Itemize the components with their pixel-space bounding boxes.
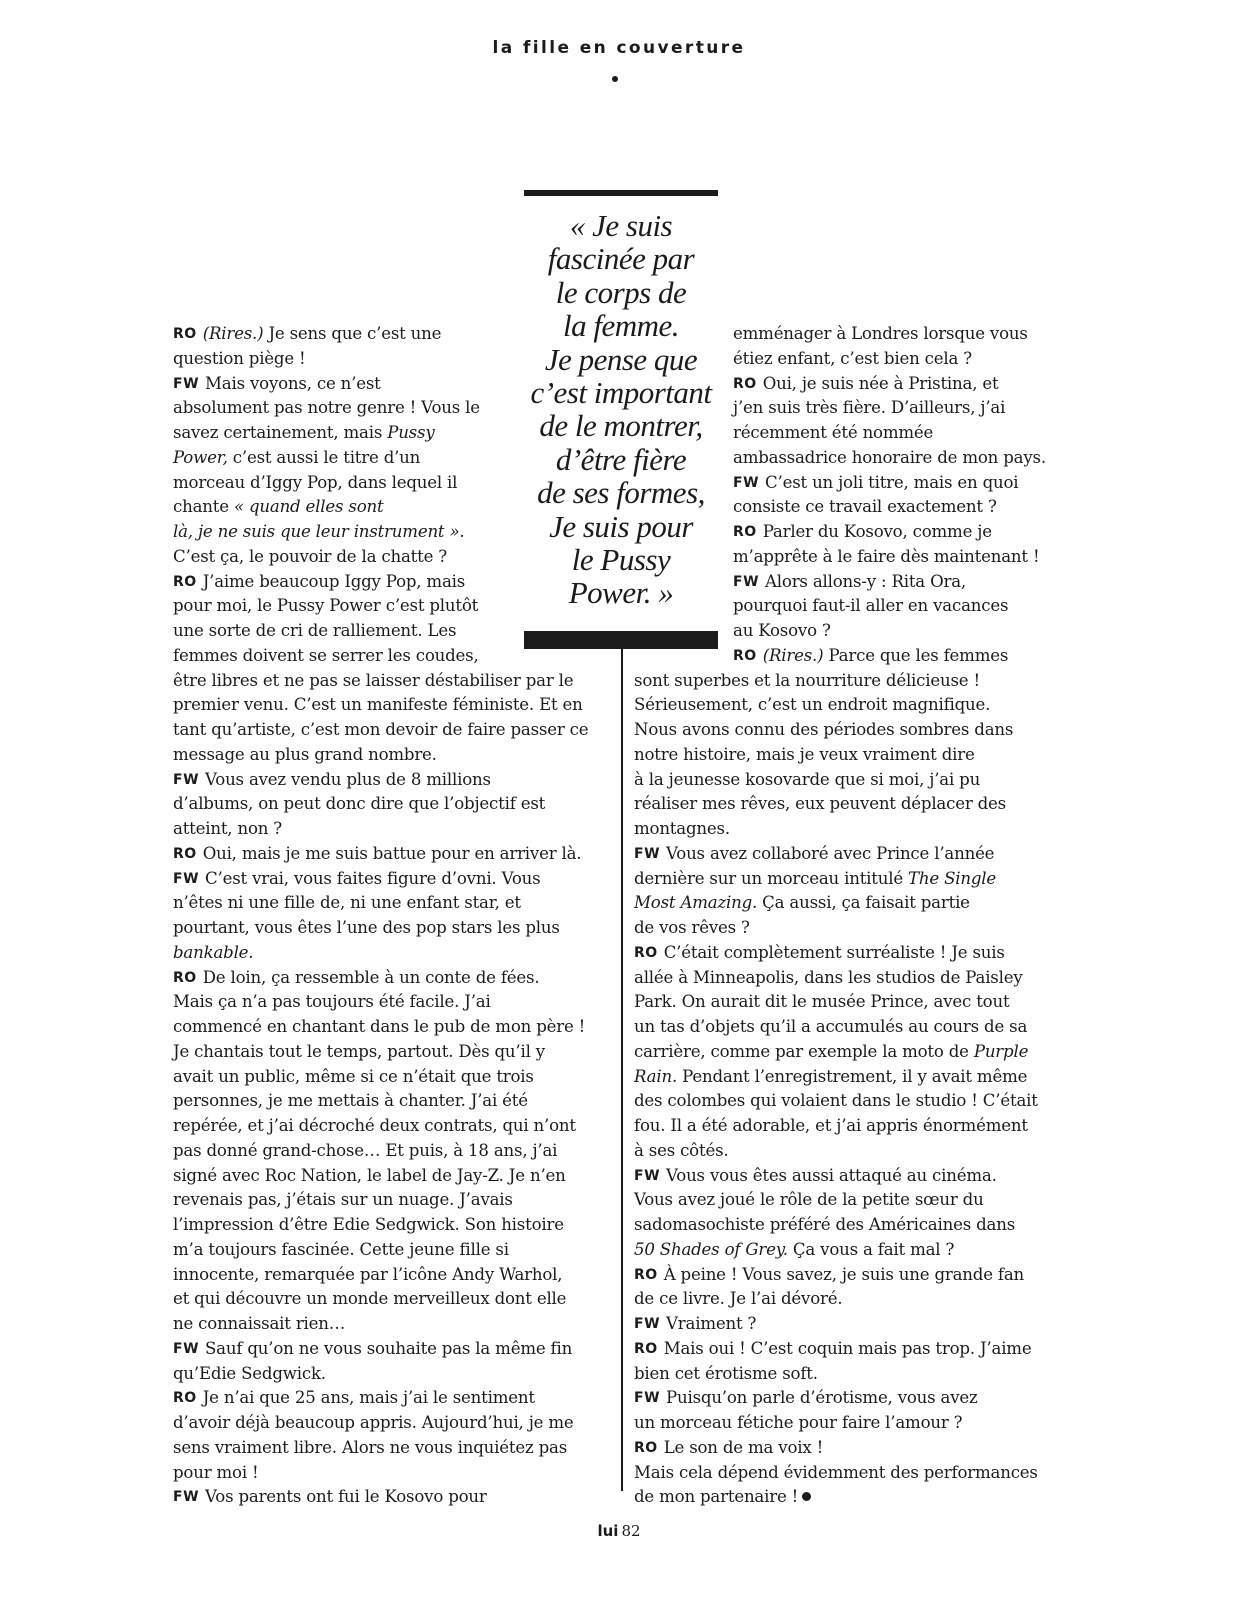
text-run: morceau d’Iggy Pop, dans lequel il <box>173 472 458 492</box>
article-line <box>173 1312 588 1337</box>
text-run: pourquoi faut-il aller en vacances <box>733 596 1009 616</box>
text-run: C’est un joli titre, mais en quoi <box>765 472 1019 492</box>
text-run: Je chantais tout le temps, partout. Dès qu’il y <box>173 1041 545 1061</box>
text-run: Ça aussi, ça faisait partie <box>757 893 970 913</box>
speaker-tag-fw: FW <box>173 870 200 887</box>
text-run: bankable. <box>173 942 254 962</box>
article-line <box>634 1485 1046 1510</box>
article-line <box>173 768 588 793</box>
article-line <box>173 471 588 496</box>
text-run: dernière sur un morceau intitulé <box>634 868 909 888</box>
text-run: consiste ce travail exactement ? <box>733 497 997 517</box>
text-run: Mais cela dépend évidemment des performances <box>634 1462 1038 1482</box>
article-line <box>173 867 588 892</box>
article-line <box>173 347 588 372</box>
article-line <box>173 669 588 694</box>
pull-quote-line: de ses formes, <box>537 475 705 511</box>
article-line <box>173 916 588 941</box>
article-line <box>634 1263 1046 1288</box>
article-line <box>173 396 588 421</box>
speaker-tag-fw: FW <box>173 375 200 392</box>
text-run: C’était complètement surréaliste ! Je suis <box>663 942 1005 962</box>
article-line <box>733 594 1046 619</box>
article-line <box>733 570 1046 595</box>
header-dot <box>612 76 618 82</box>
text-run: Park. On aurait dit le musée Prince, avec tout <box>634 992 1010 1012</box>
article-line <box>634 1411 1046 1436</box>
text-run: tant qu’artiste, c’est mon devoir de faire passer ce <box>173 720 589 739</box>
speaker-tag-ro: RO <box>634 944 658 961</box>
text-run: atteint, non ? <box>173 819 282 838</box>
speaker-tag-ro: RO <box>634 1439 658 1456</box>
speaker-tag-fw: FW <box>733 573 760 590</box>
article-line <box>173 1114 588 1139</box>
article-line <box>634 842 1046 867</box>
article-line <box>173 1461 588 1486</box>
text-run: bien cet érotisme soft. <box>634 1363 818 1383</box>
text-run: un tas d’objets qu’il a accumulés au cours de sa <box>634 1017 1028 1036</box>
article-line <box>173 891 588 916</box>
text-run: emménager à Londres lorsque vous <box>733 324 1028 343</box>
text-run: Le son de ma voix ! <box>663 1437 824 1457</box>
text-run: au Kosovo ? <box>733 621 831 640</box>
text-run: innocente, remarquée par l’icône Andy Warhol, <box>173 1264 563 1284</box>
article-line <box>173 1263 588 1288</box>
article-line <box>173 1287 588 1312</box>
article-line <box>173 1015 588 1040</box>
text-run: (Rires.) <box>202 324 264 343</box>
article-line <box>173 570 588 595</box>
pull-quote-line: d’être fière <box>555 441 687 477</box>
article-line <box>733 421 1046 446</box>
text-run: The Single <box>908 868 996 888</box>
text-run: premier venu. C’est un manifeste féministe. Et en <box>173 695 583 715</box>
text-run: Vos parents ont fui le Kosovo pour <box>205 1487 487 1507</box>
text-run: pourtant, vous êtes l’une des pop stars les plus <box>173 918 560 937</box>
article-line <box>733 644 1046 669</box>
speaker-tag-fw: FW <box>733 474 760 491</box>
text-run: montagnes. <box>634 819 730 838</box>
article-line <box>733 495 1046 520</box>
text-run: d’avoir déjà beaucoup appris. Aujourd’hui, je me <box>173 1413 574 1432</box>
article-line <box>733 372 1046 397</box>
article-column-right <box>634 322 1046 1510</box>
text-run: signé avec Roc Nation, le label de Jay-Z. Je n’en <box>173 1165 566 1185</box>
article-line <box>634 966 1046 991</box>
speaker-tag-ro: RO <box>173 969 197 986</box>
article-line <box>733 322 1046 347</box>
article-line <box>173 644 588 669</box>
text-run: c’est aussi le titre d’un <box>227 447 421 467</box>
article-line <box>733 545 1046 570</box>
article-line <box>173 693 588 718</box>
end-of-article-mark <box>802 1492 811 1501</box>
text-run: Pendant l’enregistrement, il y avait même <box>677 1066 1028 1086</box>
article-line <box>634 1213 1046 1238</box>
text-run: récemment été nommée <box>733 423 934 442</box>
text-run: de vos rêves ? <box>634 918 750 937</box>
text-run: Vous vous êtes aussi attaqué au cinéma. <box>666 1165 997 1185</box>
text-run: l’impression d’être Edie Sedgwick. Son histoire <box>173 1215 564 1234</box>
article-line <box>634 1337 1046 1362</box>
text-run: Vous avez vendu plus de 8 millions <box>205 769 491 789</box>
text-run: étiez enfant, c’est bien cela ? <box>733 348 972 368</box>
article-line <box>634 669 1046 694</box>
text-run: Purple <box>973 1041 1029 1061</box>
text-run: Power, <box>173 447 228 467</box>
article-line <box>173 545 588 570</box>
article-line <box>173 1238 588 1263</box>
text-run: qu’Edie Sedgwick. <box>173 1363 326 1383</box>
text-run: allée à Minneapolis, dans les studios de Paisley <box>634 967 1023 987</box>
article-line <box>173 594 588 619</box>
text-run: Oui, je suis née à Pristina, et <box>762 373 999 393</box>
article-line <box>733 446 1046 471</box>
text-run: À peine ! Vous savez, je suis une grande fan <box>663 1264 1025 1284</box>
text-run: à la jeunesse kosovarde que si moi, j’ai pu <box>634 769 981 789</box>
speaker-tag-ro: RO <box>634 1266 658 1283</box>
text-run: une sorte de cri de ralliement. Les <box>173 621 457 640</box>
article-line <box>733 471 1046 496</box>
pull-quote-line: le Pussy <box>571 542 671 578</box>
text-run: des colombes qui volaient dans le studio ! C’était <box>634 1091 1038 1111</box>
text-run: « quand elles sont <box>233 497 384 517</box>
text-run: Je sens que c’est une <box>263 324 442 343</box>
article-line <box>173 372 588 397</box>
article-line <box>173 1386 588 1411</box>
text-run: Ça vous a fait mal ? <box>787 1239 955 1259</box>
article-line <box>173 817 588 842</box>
article-line <box>173 1337 588 1362</box>
pull-quote-line: le corps de <box>555 274 687 310</box>
text-run: Sauf qu’on ne vous souhaite pas la même fin <box>205 1338 573 1358</box>
text-run: fou. Il a été adorable, et j’ai appris énormément <box>634 1116 1028 1135</box>
article-line <box>173 1139 588 1164</box>
text-run: là, je ne suis que leur instrument ». <box>173 522 465 541</box>
article-column-left <box>173 322 588 1510</box>
article-line <box>634 1164 1046 1189</box>
article-line <box>173 1089 588 1114</box>
text-run: Mais ça n’a pas toujours été facile. J’ai <box>173 992 491 1012</box>
text-run: femmes doivent se serrer les coudes, <box>173 645 479 665</box>
text-run: revenais pas, j’étais sur un nuage. J’avais <box>173 1190 513 1210</box>
article-line <box>634 1461 1046 1486</box>
article-line <box>634 916 1046 941</box>
article-line <box>173 1411 588 1436</box>
text-run: m’a toujours fascinée. Cette jeune fille si <box>173 1239 509 1259</box>
speaker-tag-ro: RO <box>173 845 197 862</box>
article-line <box>173 1485 588 1510</box>
article-line <box>173 941 588 966</box>
text-run: Je n’ai que 25 ans, mais j’ai le sentiment <box>202 1388 535 1408</box>
speaker-tag-ro: RO <box>173 1390 197 1407</box>
text-run: absolument pas notre genre ! Vous le <box>173 398 480 418</box>
text-run: j’en suis très fière. D’ailleurs, j’ai <box>733 398 1006 418</box>
speaker-tag-fw: FW <box>173 1489 200 1506</box>
article-line <box>634 693 1046 718</box>
text-run: carrière, comme par exemple la moto de <box>634 1041 974 1061</box>
article-line <box>634 1238 1046 1263</box>
column-divider-rule <box>621 649 623 1491</box>
pull-quote-line: Power. » <box>568 575 674 611</box>
text-run: ne connaissait rien… <box>173 1314 346 1333</box>
text-run: Mais oui ! C’est coquin mais pas trop. J’aime <box>663 1338 1032 1358</box>
article-line <box>634 1386 1046 1411</box>
text-run: message au plus grand nombre. <box>173 744 437 764</box>
text-run: de ce livre. Je l’ai dévoré. <box>634 1289 843 1309</box>
article-line <box>634 1139 1046 1164</box>
text-run: commencé en chantant dans le pub de mon père ! <box>173 1017 586 1036</box>
pull-quote-line: « Je suis <box>569 208 673 243</box>
text-run: être libres et ne pas se laisser déstabiliser par le <box>173 670 574 690</box>
article-line <box>634 817 1046 842</box>
article-line <box>634 1436 1046 1461</box>
text-run: Pussy <box>387 423 435 442</box>
text-run: sont superbes et la nourriture délicieuse ! <box>634 670 980 690</box>
article-line <box>634 891 1046 916</box>
speaker-tag-ro: RO <box>733 647 757 664</box>
article-line <box>634 1188 1046 1213</box>
text-run: chante <box>173 497 234 517</box>
article-line <box>173 1164 588 1189</box>
text-run: ambassadrice honoraire de mon pays. <box>733 447 1046 467</box>
article-line <box>173 495 588 520</box>
article-line <box>173 842 588 867</box>
speaker-tag-fw: FW <box>634 1390 661 1407</box>
pull-quote-line: c’est important <box>530 375 712 411</box>
text-run: Most Amazing. <box>634 893 758 913</box>
text-run: d’albums, on peut donc dire que l’objectif est <box>173 794 546 814</box>
article-line <box>733 520 1046 545</box>
text-run: et qui découvre un monde merveilleux dont elle <box>173 1289 567 1309</box>
text-run: sens vraiment libre. Alors ne vous inquiétez pas <box>173 1437 568 1457</box>
article-line <box>173 1065 588 1090</box>
article-line <box>173 446 588 471</box>
pull-quote-line: de le montrer, <box>539 408 703 444</box>
article-line <box>634 1287 1046 1312</box>
text-run: Nous avons connu des périodes sombres dans <box>634 720 1014 739</box>
pull-quote-top-bar <box>524 190 718 196</box>
text-run: de mon partenaire ! <box>634 1487 799 1507</box>
text-run: savez certainement, mais <box>173 423 388 442</box>
article-line <box>634 1065 1046 1090</box>
speaker-tag-fw: FW <box>634 1316 661 1332</box>
text-run: question piège ! <box>173 348 306 368</box>
article-line <box>634 768 1046 793</box>
text-run: m’apprête à le faire dès maintenant ! <box>733 546 1040 566</box>
section-title: la fille en couverture <box>492 38 746 58</box>
page-number: 82 <box>621 1522 641 1540</box>
text-run: (Rires.) <box>762 645 824 665</box>
article-line <box>634 1040 1046 1065</box>
text-run: pour moi ! <box>173 1462 259 1482</box>
text-run: Puisqu’on parle d’érotisme, vous avez <box>666 1388 978 1408</box>
text-run: Vraiment ? <box>666 1314 757 1333</box>
text-run: un morceau fétiche pour faire l’amour ? <box>634 1413 963 1432</box>
text-run: pas donné grand-chose… Et puis, à 18 ans, j’ai <box>173 1140 558 1160</box>
article-line <box>173 1436 588 1461</box>
text-run: repérée, et j’ai décroché deux contrats, qui n’ont <box>173 1116 576 1135</box>
text-run: 50 Shades of Grey. <box>634 1239 788 1259</box>
article-line <box>173 966 588 991</box>
article-line <box>634 1114 1046 1139</box>
text-run: pour moi, le Pussy Power c’est plutôt <box>173 596 479 616</box>
article-line <box>733 396 1046 421</box>
article-line <box>173 1188 588 1213</box>
text-run: à ses côtés. <box>634 1140 729 1160</box>
speaker-tag-ro: RO <box>634 1340 658 1357</box>
text-run: Alors allons-y : Rita Ora, <box>765 571 966 591</box>
text-run: Sérieusement, c’est un endroit magnifique. <box>634 695 991 715</box>
text-run: C’est ça, le pouvoir de la chatte ? <box>173 546 447 566</box>
article-line <box>634 743 1046 768</box>
speaker-tag-fw: FW <box>173 1340 200 1357</box>
article-line <box>173 743 588 768</box>
text-run: sadomasochiste préféré des Américaines dans <box>634 1215 1016 1234</box>
article-line <box>173 990 588 1015</box>
article-line <box>634 1362 1046 1387</box>
article-line <box>173 322 588 347</box>
speaker-tag-fw: FW <box>634 1167 661 1184</box>
article-line <box>173 718 588 743</box>
article-line <box>634 718 1046 743</box>
text-run: De loin, ça ressemble à un conte de fées. <box>202 967 540 987</box>
article-line <box>634 867 1046 892</box>
article-line <box>733 347 1046 372</box>
article-line <box>173 792 588 817</box>
text-run: Vous avez collaboré avec Prince l’année <box>666 843 995 863</box>
text-run: Rain. <box>634 1066 678 1086</box>
pull-quote-line: Je suis pour <box>549 508 693 544</box>
article-line <box>634 792 1046 817</box>
text-run: Oui, mais je me suis battue pour en arriver là. <box>202 843 582 863</box>
article-line <box>173 1040 588 1065</box>
article-line <box>634 990 1046 1015</box>
text-run: n’êtes ni une fille de, ni une enfant star, et <box>173 893 521 913</box>
speaker-tag-ro: RO <box>173 326 197 342</box>
article-line <box>634 1015 1046 1040</box>
text-run: C’est vrai, vous faites figure d’ovni. Vous <box>205 868 541 888</box>
text-run: J’aime beaucoup Iggy Pop, mais <box>202 571 466 591</box>
speaker-tag-fw: FW <box>634 845 661 862</box>
article-line <box>173 421 588 446</box>
article-line <box>173 619 588 644</box>
text-run: Parler du Kosovo, comme je <box>762 522 992 541</box>
pull-quote-line: Je pense que <box>544 341 698 377</box>
text-run: personnes, je me mettais à chanter. J’ai été <box>173 1091 528 1111</box>
magazine-logo: lui <box>597 1522 619 1540</box>
speaker-tag-fw: FW <box>173 771 200 788</box>
page-footer <box>0 1522 1238 1540</box>
pull-quote-line: la femme. <box>562 308 680 344</box>
article-line <box>634 1089 1046 1114</box>
article-line <box>634 1312 1046 1337</box>
article-line <box>733 619 1046 644</box>
article-line <box>173 1213 588 1238</box>
text-run: notre histoire, mais je veux vraiment dire <box>634 744 975 764</box>
text-run: Vous avez joué le rôle de la petite sœur du <box>634 1190 984 1210</box>
speaker-tag-ro: RO <box>173 573 197 590</box>
text-run: Mais voyons, ce n’est <box>205 373 381 393</box>
speaker-tag-ro: RO <box>733 375 757 392</box>
article-line <box>173 520 588 545</box>
article-line <box>634 941 1046 966</box>
text-run: réaliser mes rêves, eux peuvent déplacer des <box>634 794 1006 814</box>
article-line <box>173 1362 588 1387</box>
text-run: avait un public, même si ce n’était que trois <box>173 1066 534 1086</box>
speaker-tag-ro: RO <box>733 524 757 540</box>
text-run: Parce que les femmes <box>823 645 1009 665</box>
pull-quote-line: fascinée par <box>547 241 695 277</box>
